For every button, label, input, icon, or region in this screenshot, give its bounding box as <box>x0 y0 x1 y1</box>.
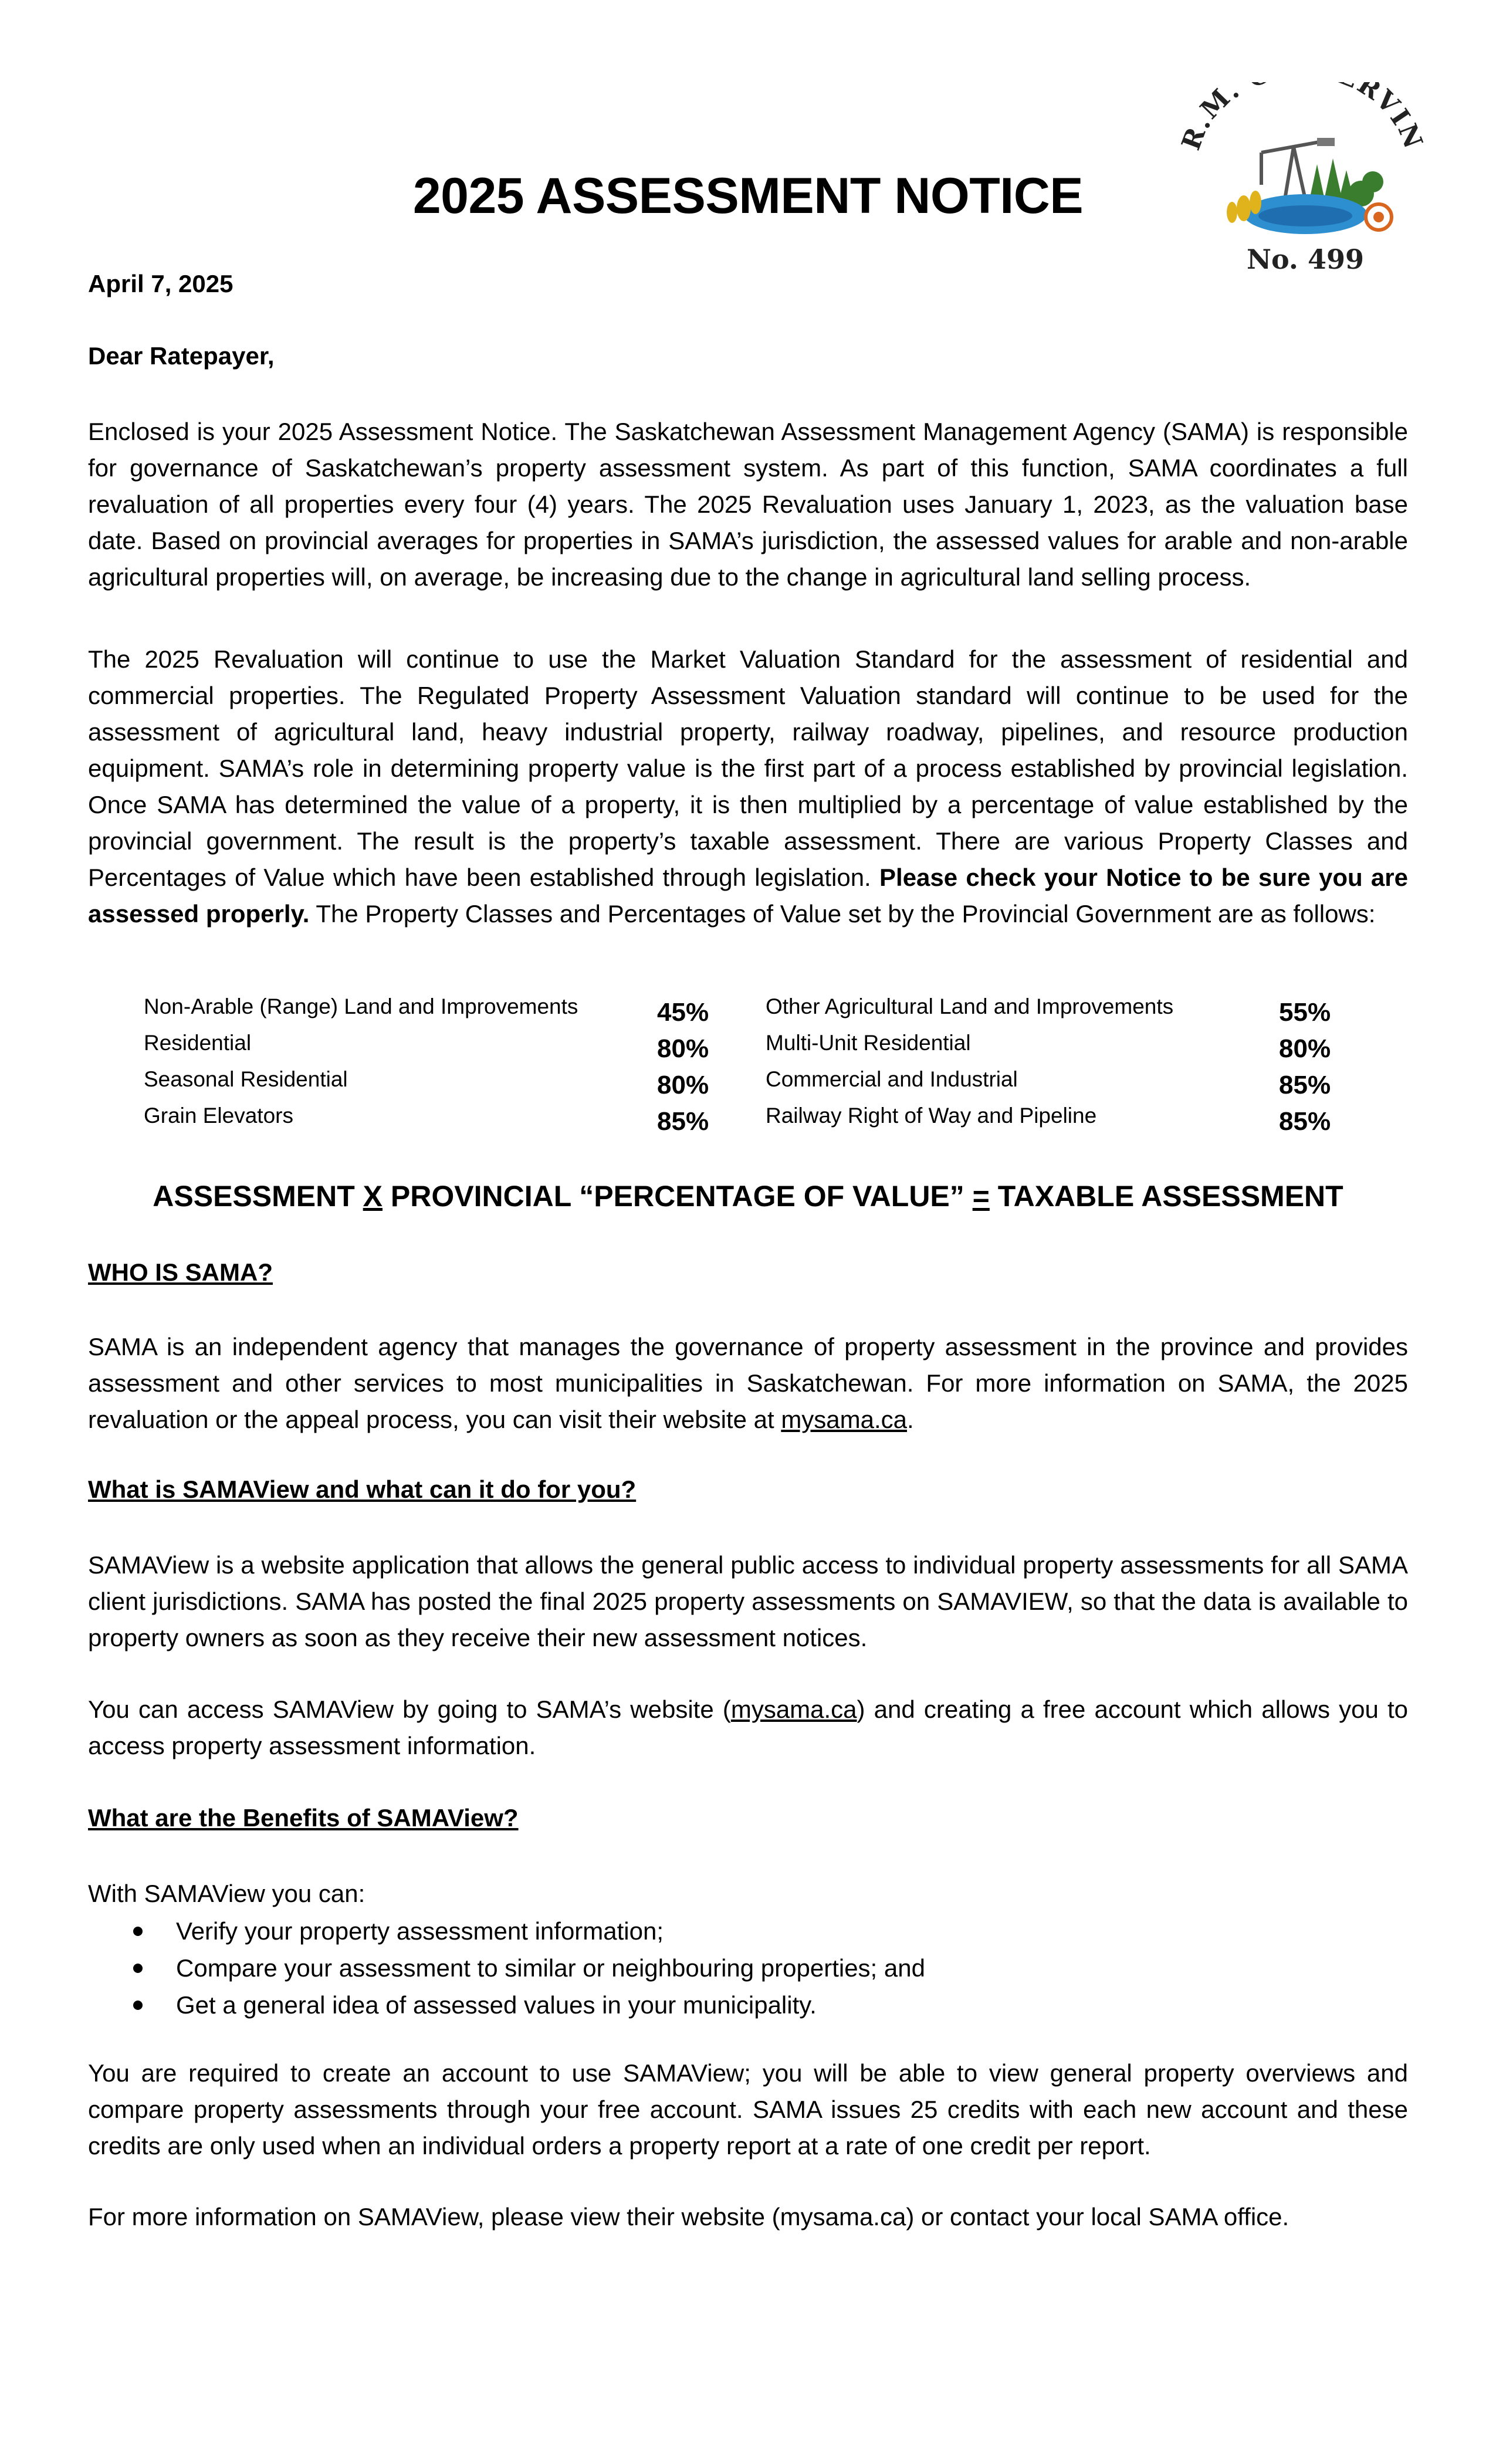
list-item <box>132 1913 925 1949</box>
class-label: Multi-Unit Residential <box>766 1031 971 1055</box>
revaluation-text: The 2025 Revaluation will continue to use the Market Valuation Standard for the assessment of residential and commercial properties. The Regulated Property Assessment Valuation standard will continue to be used for the assessment of agricultural land, heavy industrial property, railway roadway, pipelines, and resource production equipment. SAMA’s role in determining property value is the first part of a process established by provincial legislation. Once SAMA has determined the value of a property, it is then multiplied by a percentage of value established by the provincial government. The result is the property’s taxable assessment. There are various Property Classes and Percentages of Value which have been established through legislation. <box>88 645 1408 891</box>
svg-text:R.M. OF MERVIN <box>1176 82 1426 154</box>
benefits-list <box>132 1913 925 2023</box>
revaluation-text-end: The Property Classes and Percentages of Value set by the Provincial Government are as follows: <box>309 900 1376 928</box>
class-percentage: 85% <box>1279 1107 1331 1136</box>
formula-equals: = <box>972 1180 990 1213</box>
mysama-link[interactable]: mysama.ca <box>730 1695 857 1723</box>
class-percentage: 45% <box>657 998 709 1027</box>
table-row <box>144 1104 1341 1140</box>
percentage-of-value-table <box>144 994 1341 1140</box>
section-heading-samaview: What is SAMAView and what can it do for you? <box>88 1475 637 1503</box>
check-notice-bold: Please check your Notice to be sure you are assessed properly. <box>88 864 1408 928</box>
table-row <box>144 1031 1341 1067</box>
revaluation-paragraph <box>88 641 1408 932</box>
list-item-text: Compare your assessment to similar or neighbouring properties; and <box>176 1954 925 1982</box>
class-label: Commercial and Industrial <box>766 1067 1018 1091</box>
class-percentage: 80% <box>1279 1034 1331 1063</box>
list-item-text: Get a general idea of assessed values in your municipality. <box>176 1991 817 2019</box>
class-percentage: 85% <box>657 1107 709 1136</box>
section-heading-benefits: What are the Benefits of SAMAView? <box>88 1804 519 1832</box>
bullet-icon <box>133 1964 143 1973</box>
table-row <box>144 994 1341 1031</box>
list-item <box>132 1986 925 2023</box>
access-text: You can access SAMAView by going to SAMA’s website ( <box>88 1695 731 1723</box>
class-label: Residential <box>144 1031 252 1055</box>
access-text-end: ) and creating a free account which allows you to access property assessment information. <box>88 1695 1408 1759</box>
bullet-icon <box>133 2001 143 2010</box>
class-percentage: 80% <box>657 1034 709 1063</box>
class-percentage: 85% <box>1279 1071 1331 1099</box>
period: . <box>907 1406 914 1433</box>
who-is-sama-text: SAMA is an independent agency that manages the governance of property assessment in the province and provides assessment and other services to most municipalities in Saskatchewan. For more information on SAMA, the 2025 revaluation or the appeal process, you can visit their website at <box>88 1333 1408 1433</box>
account-paragraph: You are required to create an account to use SAMAView; you will be able to view general property overviews and compare property assessments through your free account. SAMA issues 25 credits with each new account and these credits are only used when an individual orders a property report at a rate of one credit per report. <box>88 2059 1408 2160</box>
who-is-sama-paragraph <box>88 1329 1408 1438</box>
class-label: Railway Right of Way and Pipeline <box>766 1104 1097 1128</box>
class-label: Non-Arable (Range) Land and Improvements <box>144 994 578 1018</box>
samaview-access-paragraph <box>88 1691 1408 1764</box>
formula-part: TAXABLE ASSESSMENT <box>989 1180 1343 1213</box>
formula-part: ASSESSMENT <box>153 1180 363 1213</box>
formula-multiply: X <box>363 1180 383 1213</box>
samaview-paragraph: SAMAView is a website application that allows the general public access to individual property assessments for all SAMA client jurisdictions. SAMA has posted the final 2025 property assessments on SAMAVIEW, so that the data is available to property owners as soon as they receive their new assessment notices. <box>88 1551 1408 1651</box>
list-item-text: Verify your property assessment information; <box>176 1917 664 1945</box>
table-row <box>144 1067 1341 1104</box>
salutation: Dear Ratepayer, <box>88 342 275 370</box>
section-heading-who-is-sama: WHO IS SAMA? <box>88 1258 273 1286</box>
class-label: Seasonal Residential <box>144 1067 348 1091</box>
letter-date: April 7, 2025 <box>88 270 233 297</box>
class-label: Other Agricultural Land and Improvements <box>766 994 1174 1018</box>
intro-paragraph: Enclosed is your 2025 Assessment Notice. The Saskatchewan Assessment Management Agency (SAMA) is responsible for governance of Saskatchewan’s property assessment system. As part of this function, SAMA coordinates a full revaluation of all properties every four (4) years. The 2025 Revaluation uses January 1, 2023, as the valuation base date. Based on provincial averages for properties in SAMA’s jurisdiction, the assessed values for arable and non-arable agricultural properties will, on average, be increasing due to the change in agricultural land selling process. <box>88 418 1408 591</box>
class-percentage: 55% <box>1279 998 1331 1027</box>
page-title: 2025 ASSESSMENT NOTICE <box>412 168 1084 224</box>
class-percentage: 80% <box>657 1071 709 1099</box>
list-item <box>132 1949 925 1986</box>
formula-part: PROVINCIAL “PERCENTAGE OF VALUE” <box>383 1180 973 1213</box>
logo-arc-text: R.M. RVIN <box>1176 82 1426 154</box>
class-label: Grain Elevators <box>144 1104 293 1128</box>
more-info-paragraph: For more information on SAMAView, please view their website (mysama.ca) or contact your local SAMA office. <box>88 2203 1289 2231</box>
mysama-link[interactable]: mysama.ca <box>781 1406 908 1433</box>
benefits-intro: With SAMAView you can: <box>88 1880 365 1907</box>
assessment-formula <box>88 1179 1408 1213</box>
logo-number-text: No. 499 <box>1247 243 1364 275</box>
bullet-icon <box>133 1927 143 1936</box>
